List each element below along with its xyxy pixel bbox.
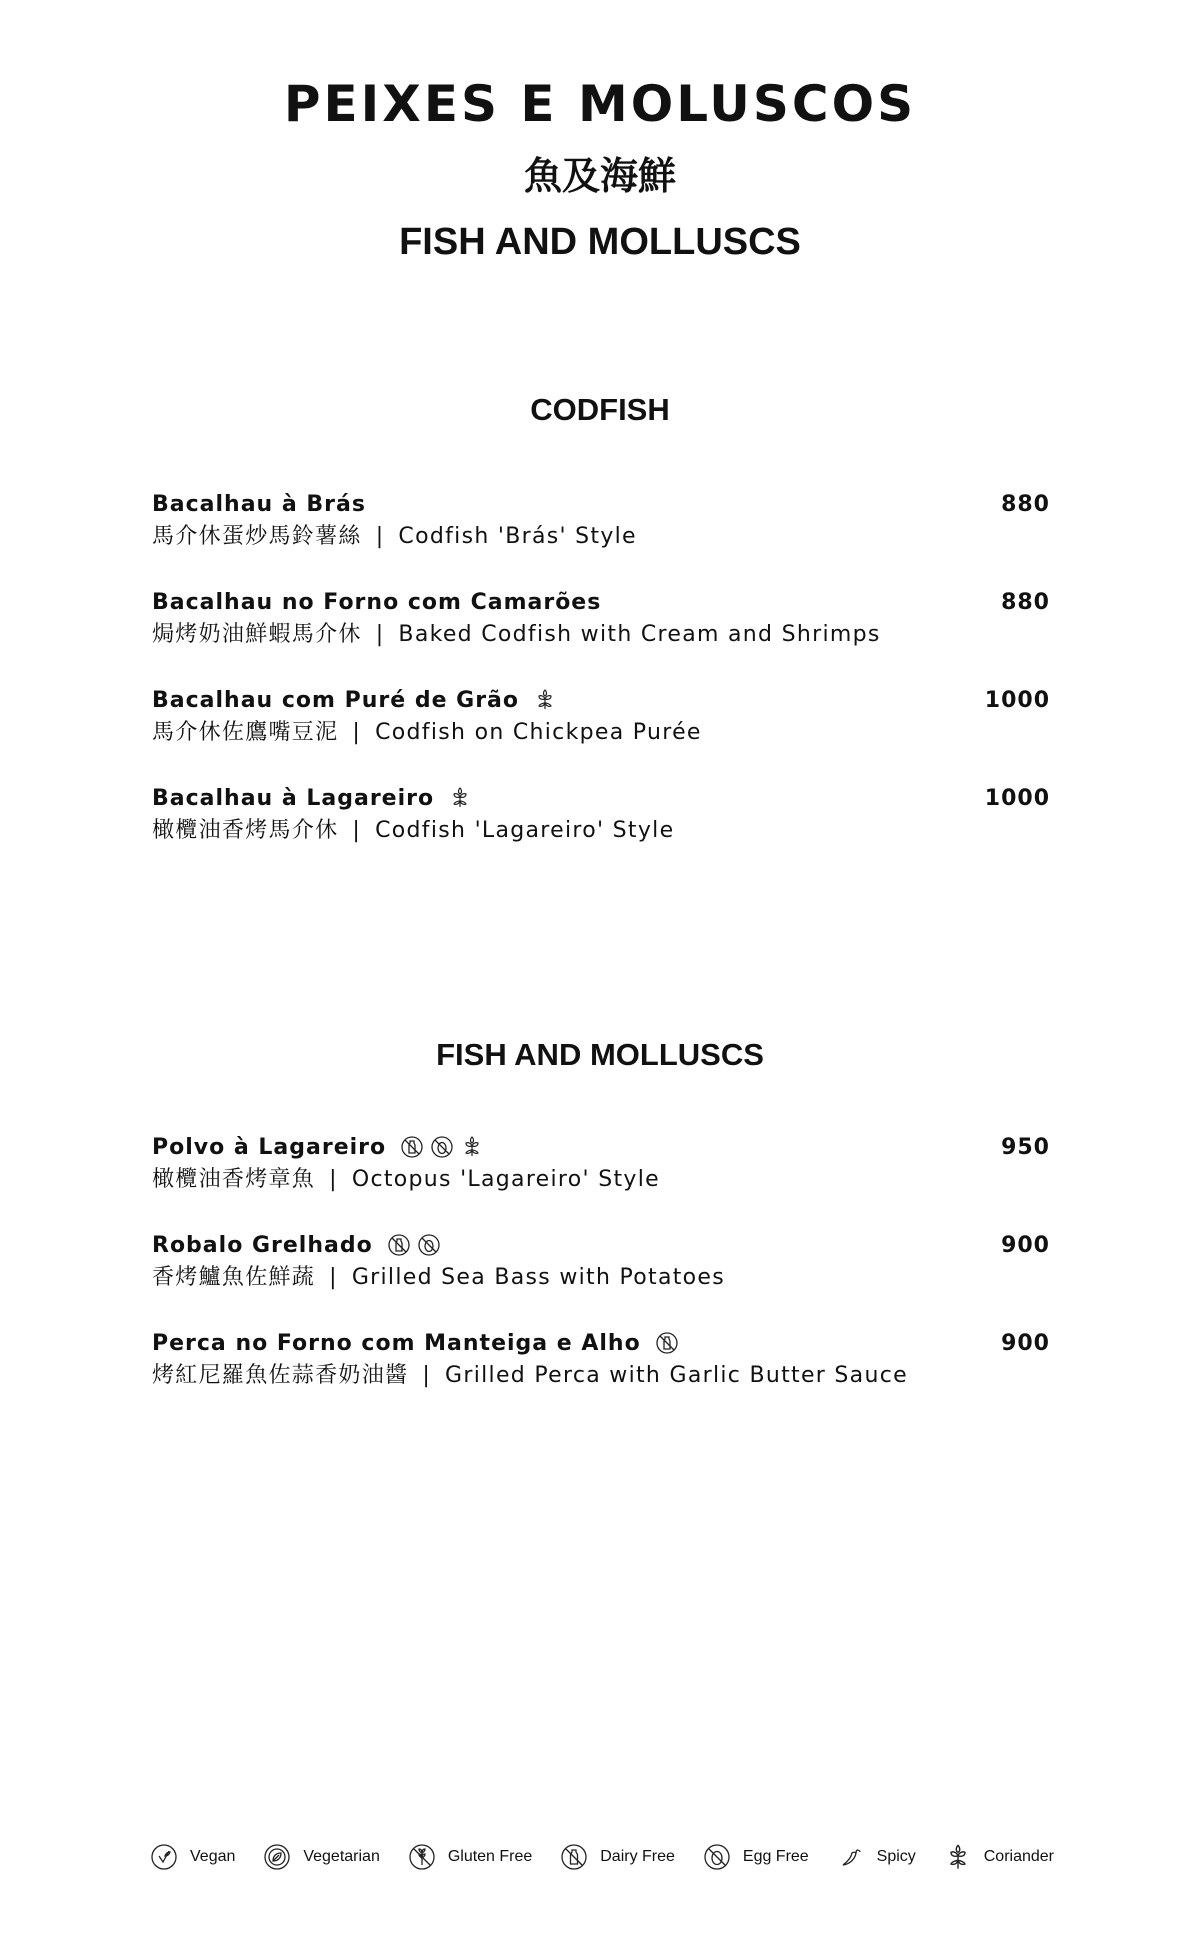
legend-label: Vegan xyxy=(190,1848,236,1865)
separator: | xyxy=(329,1167,338,1192)
separator: | xyxy=(329,1265,338,1290)
item-price: 900 xyxy=(1001,1330,1050,1356)
menu-item xyxy=(152,1229,1050,1295)
separator: | xyxy=(352,720,362,745)
dietary-icons xyxy=(448,786,472,810)
separator: | xyxy=(375,524,385,549)
legend-label: Spicy xyxy=(876,1848,916,1865)
dietary-legend xyxy=(150,1843,1054,1871)
item-price: 880 xyxy=(1001,491,1050,517)
item-name: Robalo Grelhado xyxy=(152,1232,373,1258)
legend-item-gluten-free xyxy=(408,1843,532,1871)
coriander-icon xyxy=(533,688,557,712)
item-price: 1000 xyxy=(984,785,1050,811)
item-name: Perca no Forno com Manteiga e Alho xyxy=(152,1330,641,1356)
item-name-english: Octopus 'Lagareiro' Style xyxy=(351,1167,660,1192)
page-title-chinese: 魚及海鮮 xyxy=(523,154,676,198)
item-name: Bacalhau com Puré de Grão xyxy=(152,687,520,713)
legend-item-vegetarian xyxy=(263,1843,380,1871)
item-price: 950 xyxy=(1001,1134,1050,1160)
coriander-icon xyxy=(448,786,472,810)
dietary-icons xyxy=(655,1331,679,1355)
legend-item-coriander xyxy=(944,1843,1054,1871)
page-title-portuguese: PEIXES E MOLUSCOS xyxy=(283,75,917,133)
item-name: Polvo à Lagareiro xyxy=(152,1134,387,1160)
page-title-english: FISH AND MOLLUSCS xyxy=(399,221,801,263)
item-name-chinese: 馬介休蛋炒馬鈴薯絲 xyxy=(152,524,362,549)
item-name-chinese: 橄欖油香烤馬介休 xyxy=(152,818,339,843)
coriander-icon xyxy=(944,1843,972,1871)
dietary-icons xyxy=(400,1135,484,1159)
egg-free-icon xyxy=(417,1233,441,1257)
legend-label: Vegetarian xyxy=(303,1848,380,1865)
menu-item xyxy=(152,684,1050,750)
egg-free-icon xyxy=(703,1843,731,1871)
menu-item xyxy=(152,586,1050,652)
legend-item-vegan xyxy=(150,1843,235,1871)
item-name-english: Codfish 'Lagareiro' Style xyxy=(375,818,675,843)
item-name-chinese: 馬介休佐鷹嘴豆泥 xyxy=(152,720,339,745)
dairy-free-icon xyxy=(400,1135,424,1159)
item-name-chinese: 烤紅尼羅魚佐蒜香奶油醬 xyxy=(152,1363,409,1388)
item-name-english: Codfish on Chickpea Purée xyxy=(375,720,702,745)
legend-item-egg-free xyxy=(703,1843,809,1871)
separator: | xyxy=(422,1363,432,1388)
item-name-english: Baked Codfish with Cream and Shrimps xyxy=(398,622,881,647)
menu-item xyxy=(152,488,1050,554)
item-name-english: Grilled Sea Bass with Potatoes xyxy=(351,1265,726,1290)
item-name: Bacalhau à Brás xyxy=(152,491,366,517)
legend-label: Dairy Free xyxy=(600,1848,675,1865)
legend-label: Gluten Free xyxy=(447,1848,533,1865)
legend-label: Egg Free xyxy=(742,1848,809,1865)
dietary-icons xyxy=(533,688,557,712)
spicy-icon xyxy=(837,1843,865,1871)
dairy-free-icon xyxy=(560,1843,588,1871)
dairy-free-icon xyxy=(655,1331,679,1355)
vegetarian-icon xyxy=(263,1843,291,1871)
item-name: Bacalhau à Lagareiro xyxy=(152,785,435,811)
item-price: 1000 xyxy=(984,687,1050,713)
item-name-chinese: 橄欖油香烤章魚 xyxy=(152,1167,316,1192)
menu-item xyxy=(152,1131,1050,1197)
item-price: 900 xyxy=(1001,1232,1050,1258)
item-price: 880 xyxy=(1001,589,1050,615)
item-name-chinese: 焗烤奶油鮮蝦馬介休 xyxy=(152,622,362,647)
item-name-english: Grilled Perca with Garlic Butter Sauce xyxy=(445,1363,908,1388)
dietary-icons xyxy=(387,1233,441,1257)
separator: | xyxy=(375,622,385,647)
gluten-free-icon xyxy=(408,1843,436,1871)
page-header xyxy=(0,70,1200,264)
coriander-icon xyxy=(460,1135,484,1159)
vegan-icon xyxy=(150,1843,178,1871)
legend-label: Coriander xyxy=(983,1848,1054,1865)
separator: | xyxy=(352,818,362,843)
section-title-codfish: CODFISH xyxy=(530,392,670,427)
menu-item xyxy=(152,782,1050,848)
section-title-fish-and-molluscs: FISH AND MOLLUSCS xyxy=(436,1037,764,1072)
item-name: Bacalhau no Forno com Camarões xyxy=(152,589,602,615)
item-name-chinese: 香烤鱸魚佐鮮蔬 xyxy=(152,1265,316,1290)
menu-item xyxy=(152,1327,1050,1393)
dairy-free-icon xyxy=(387,1233,411,1257)
legend-item-spicy xyxy=(837,1843,916,1871)
egg-free-icon xyxy=(430,1135,454,1159)
legend-item-dairy-free xyxy=(560,1843,675,1871)
item-name-english: Codfish 'Brás' Style xyxy=(398,524,637,549)
